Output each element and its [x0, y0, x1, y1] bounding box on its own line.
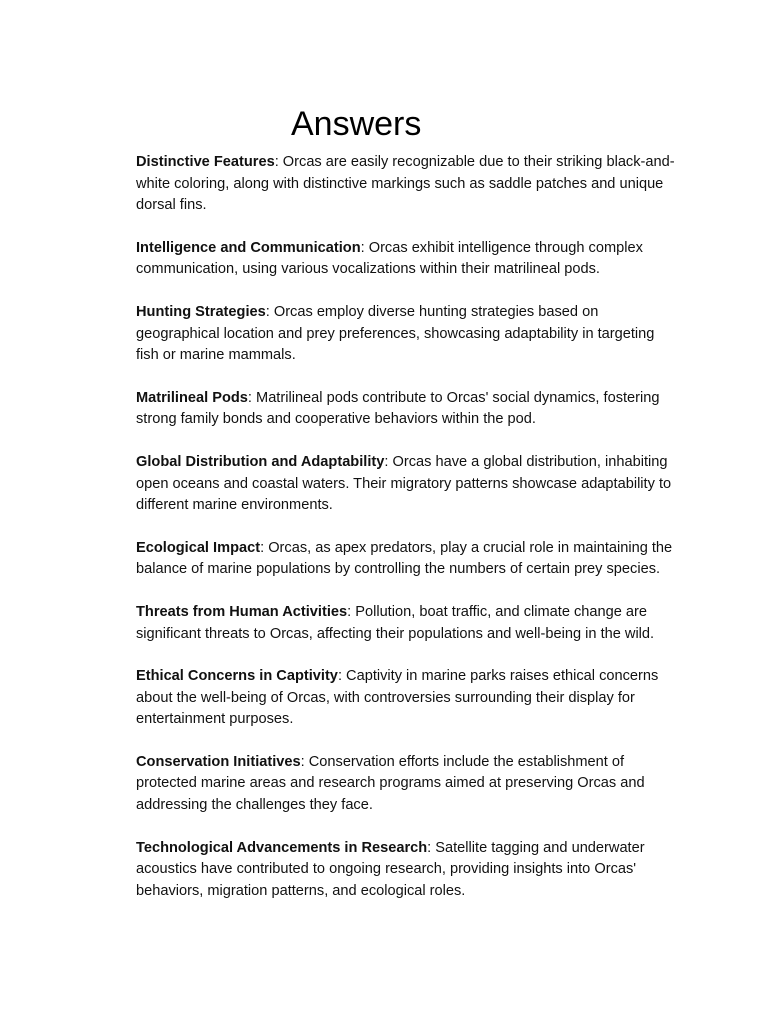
answer-distinctive-features — [136, 152, 681, 217]
answer-ethical-concerns — [136, 666, 681, 731]
answer-hunting-strategies — [136, 302, 681, 367]
answer-threats-human-activities — [136, 602, 681, 645]
page-title: Answers — [291, 105, 422, 143]
answer-term: Global Distribution and Adaptability — [136, 453, 385, 470]
answers-list — [136, 152, 681, 923]
answer-intelligence-communication — [136, 238, 681, 281]
answer-term: Ecological Impact — [136, 539, 261, 556]
answer-text: : Orcas, as apex predators, play a crucial role in maintaining the balance of marine populations by controlling the numbers of certain prey species. — [136, 539, 673, 578]
answer-term: Threats from Human Activities — [136, 603, 348, 620]
answer-text: : Pollution, boat traffic, and climate change are significant threats to Orcas, affecting their populations and well-being in the wild. — [136, 603, 655, 642]
answer-conservation-initiatives — [136, 752, 681, 817]
answer-term: Ethical Concerns in Captivity — [136, 668, 338, 685]
answer-text: : Orcas employ diverse hunting strategies based on geographical location and prey preferences, showcasing adaptability in targeting fish or marine mammals. — [136, 303, 655, 364]
answer-technological-advancements — [136, 838, 681, 903]
answer-global-distribution — [136, 452, 681, 517]
answer-term: Matrilineal Pods — [136, 389, 248, 406]
answer-matrilineal-pods — [136, 388, 681, 431]
answer-text: : Orcas exhibit intelligence through complex communication, using various vocalizations within their matrilineal pods. — [136, 239, 643, 278]
answer-term: Hunting Strategies — [136, 303, 266, 320]
answer-text: : Captivity in marine parks raises ethical concerns about the well-being of Orcas, with controversies surrounding their display for entertainment purposes. — [136, 668, 659, 728]
answer-text: : Matrilineal pods contribute to Orcas' social dynamics, fostering strong family bonds and cooperative behaviors within the pod. — [136, 389, 660, 428]
answer-text: : Conservation efforts include the establishment of protected marine areas and research programs aimed at preserving Orcas and addressing the challenges they face. — [136, 753, 645, 814]
answer-text: : Orcas are easily recognizable due to their striking black-and-white coloring, along with distinctive markings such as saddle patches and unique dorsal fins. — [136, 154, 675, 214]
answer-text: : Satellite tagging and underwater acoustics have contributed to ongoing research, providing insights into Orcas' behaviors, migration patterns, and ecological roles. — [136, 839, 645, 899]
answer-text: : Orcas have a global distribution, inhabiting open oceans and coastal waters. Their migratory patterns showcase adaptability to different marine environments. — [136, 453, 672, 514]
answer-term: Conservation Initiatives — [136, 753, 301, 770]
answer-ecological-impact — [136, 538, 681, 581]
answer-term: Distinctive Features — [136, 154, 275, 170]
answer-term: Technological Advancements in Research — [136, 839, 428, 856]
answer-term: Intelligence and Communication — [136, 239, 361, 256]
